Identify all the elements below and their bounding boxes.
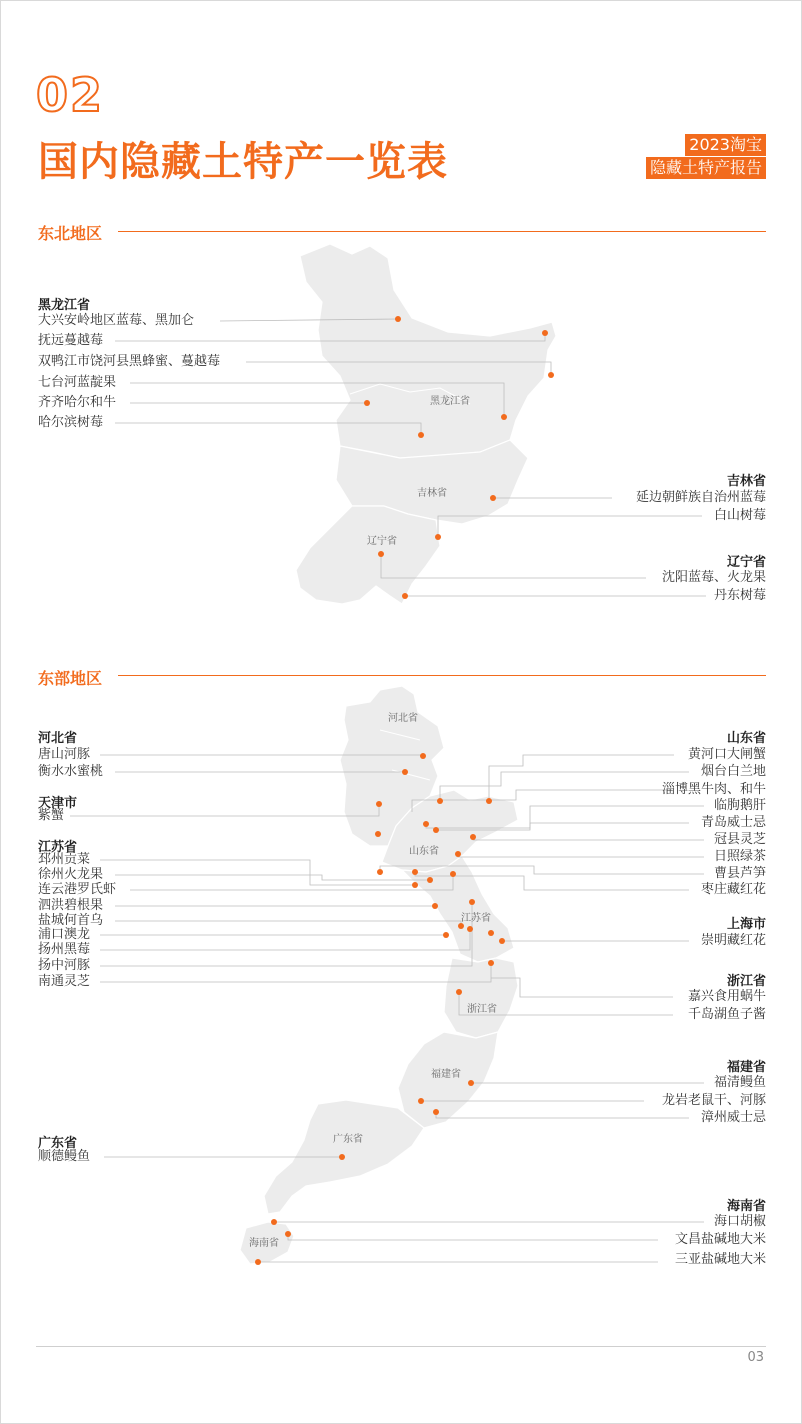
list-item: 千岛湖鱼子酱 [687,1007,766,1022]
marker-fuyuan [542,330,548,336]
marker-tangshan [420,753,426,759]
list-item: 文昌盐碱地大米 [674,1232,766,1247]
marker-lianyungang [450,871,456,877]
list-item: 漳州威士忌 [700,1110,766,1125]
marker-yanbian [490,495,496,501]
map-label-fujian: 福建省 [431,1069,461,1080]
list-item: 延边朝鲜族自治州蓝莓 [635,490,766,505]
region-title-east: 东部地区 [38,669,103,688]
marker-huanghekou [486,798,492,804]
prov-zhejiang: 浙江省 [726,974,766,989]
list-item: 大兴安岭地区蓝莓、黑加仑 [38,313,195,328]
map-label-zhejiang: 浙江省 [467,1004,497,1015]
marker-tianjin [376,801,382,807]
marker-baishan [435,534,441,540]
prov-shandong: 山东省 [726,731,766,746]
marker-jiaxing [488,960,494,966]
list-item: 日照绿茶 [713,849,766,864]
prov-shanghai: 上海市 [726,917,766,932]
list-item: 淄博黑牛肉、和牛 [661,782,766,797]
list-item: 哈尔滨树莓 [38,415,104,430]
marker-qingdao [470,834,476,840]
list-item: 白山树莓 [713,508,766,523]
list-item: 徐州火龙果 [38,867,104,882]
list-item: 烟台白兰地 [700,764,766,779]
list-item: 七台河蓝靛果 [38,375,117,390]
report-tag-line2: 隐藏土特产报告 [646,157,766,179]
marker-nantong [488,930,494,936]
list-item: 嘉兴食用蜗牛 [687,989,766,1004]
marker-longyan [418,1098,424,1104]
footer-divider [36,1346,766,1347]
list-item: 浦口澳龙 [38,927,91,942]
list-item: 海口胡椒 [713,1214,766,1229]
prov-fujian: 福建省 [726,1060,766,1075]
marker-shunde [339,1154,345,1160]
list-item: 冠县灵芝 [713,832,766,847]
list-item: 泗洪碧根果 [38,898,104,913]
marker-sihong [432,903,438,909]
marker-zibo [423,821,429,827]
map-label-jilin: 吉林省 [417,488,447,499]
marker-shenyang [378,551,384,557]
list-item: 齐齐哈尔和牛 [38,395,117,410]
marker-zaozhuang [412,869,418,875]
map-label-hebei: 河北省 [388,713,418,724]
marker-hengshui [402,769,408,775]
prov-liaoning: 辽宁省 [726,555,766,570]
prov-hainan: 海南省 [726,1199,766,1214]
list-item: 连云港罗氏虾 [38,882,117,897]
liaoning-shape [296,506,440,604]
map-label-heilongjiang: 黑龙江省 [430,396,470,407]
marker-yancheng [469,899,475,905]
report-tag-line1: 2023淘宝 [685,134,766,156]
map-label-guangdong: 广东省 [333,1134,363,1145]
marker-qitaihe [501,414,507,420]
marker-pizhou [412,882,418,888]
marker-xuzhou [427,877,433,883]
list-item: 丹东树莓 [713,588,766,603]
list-item: 福清鳗鱼 [713,1075,766,1090]
marker-wenchang [285,1231,291,1237]
prov-guangdong: 广东省 [38,1136,78,1151]
marker-harbin [418,432,424,438]
list-item: 盐城何首乌 [38,913,104,928]
map-label-shandong: 山东省 [409,846,439,857]
marker-zhangzhou [433,1109,439,1115]
list-item: 抚远蔓越莓 [38,333,104,348]
marker-yangzhong [467,926,473,932]
prov-hebei: 河北省 [38,731,78,746]
list-item: 龙岩老鼠干、河豚 [661,1093,766,1108]
marker-linqu [433,827,439,833]
zhejiang-shape [444,958,518,1038]
fujian-shape [398,1032,498,1128]
list-item: 青岛威士忌 [700,815,766,830]
marker-rizhao [455,851,461,857]
jiangsu-shape [402,856,514,962]
list-item: 黄河口大闸蟹 [687,747,766,762]
map-label-jiangsu: 江苏省 [461,913,491,924]
list-item: 邳州贡菜 [38,852,91,867]
prov-heilongjiang: 黑龙江省 [38,298,91,313]
list-item: 扬州黑莓 [38,942,91,957]
list-item: 双鸭江市饶河县黑蜂蜜、蔓越莓 [38,354,221,369]
marker-daxinganling [395,316,401,322]
list-item: 紫蟹 [38,808,65,823]
list-item: 三亚盐碱地大米 [674,1252,766,1267]
list-item: 曹县芦笋 [713,866,766,881]
map-label-liaoning: 辽宁省 [367,536,397,547]
marker-qiandaohu [456,989,462,995]
map-label-hainan: 海南省 [249,1238,279,1249]
marker-haikou [271,1219,277,1225]
marker-sanya [255,1259,261,1265]
marker-caoxian [377,869,383,875]
marker-raohe [548,372,554,378]
region-title-northeast: 东北地区 [38,224,103,243]
list-item: 南通灵芝 [38,974,91,989]
heilongjiang-shape [300,244,556,458]
prov-jilin: 吉林省 [726,474,766,489]
list-item: 衡水水蜜桃 [38,764,104,779]
prov-jiangsu: 江苏省 [38,840,78,855]
list-item: 沈阳蓝莓、火龙果 [661,570,766,585]
marker-fuqing [468,1080,474,1086]
marker-chongming [499,938,505,944]
list-item: 扬中河豚 [38,958,91,973]
section-number: 02 [36,68,105,122]
list-item: 临朐鹅肝 [713,798,766,813]
list-item: 枣庄藏红花 [700,882,766,897]
marker-qiqihar [364,400,370,406]
list-item: 崇明藏红花 [700,933,766,948]
marker-hebei-south [375,831,381,837]
list-item: 唐山河豚 [38,747,91,762]
page-title: 国内隐藏土特产一览表 [38,139,448,185]
marker-dandong [402,593,408,599]
list-item: 顺德鳗鱼 [38,1149,91,1164]
page-number: 03 [747,1350,764,1365]
prov-tianjin: 天津市 [38,796,78,811]
marker-yangzhou [443,932,449,938]
marker-yantai [437,798,443,804]
